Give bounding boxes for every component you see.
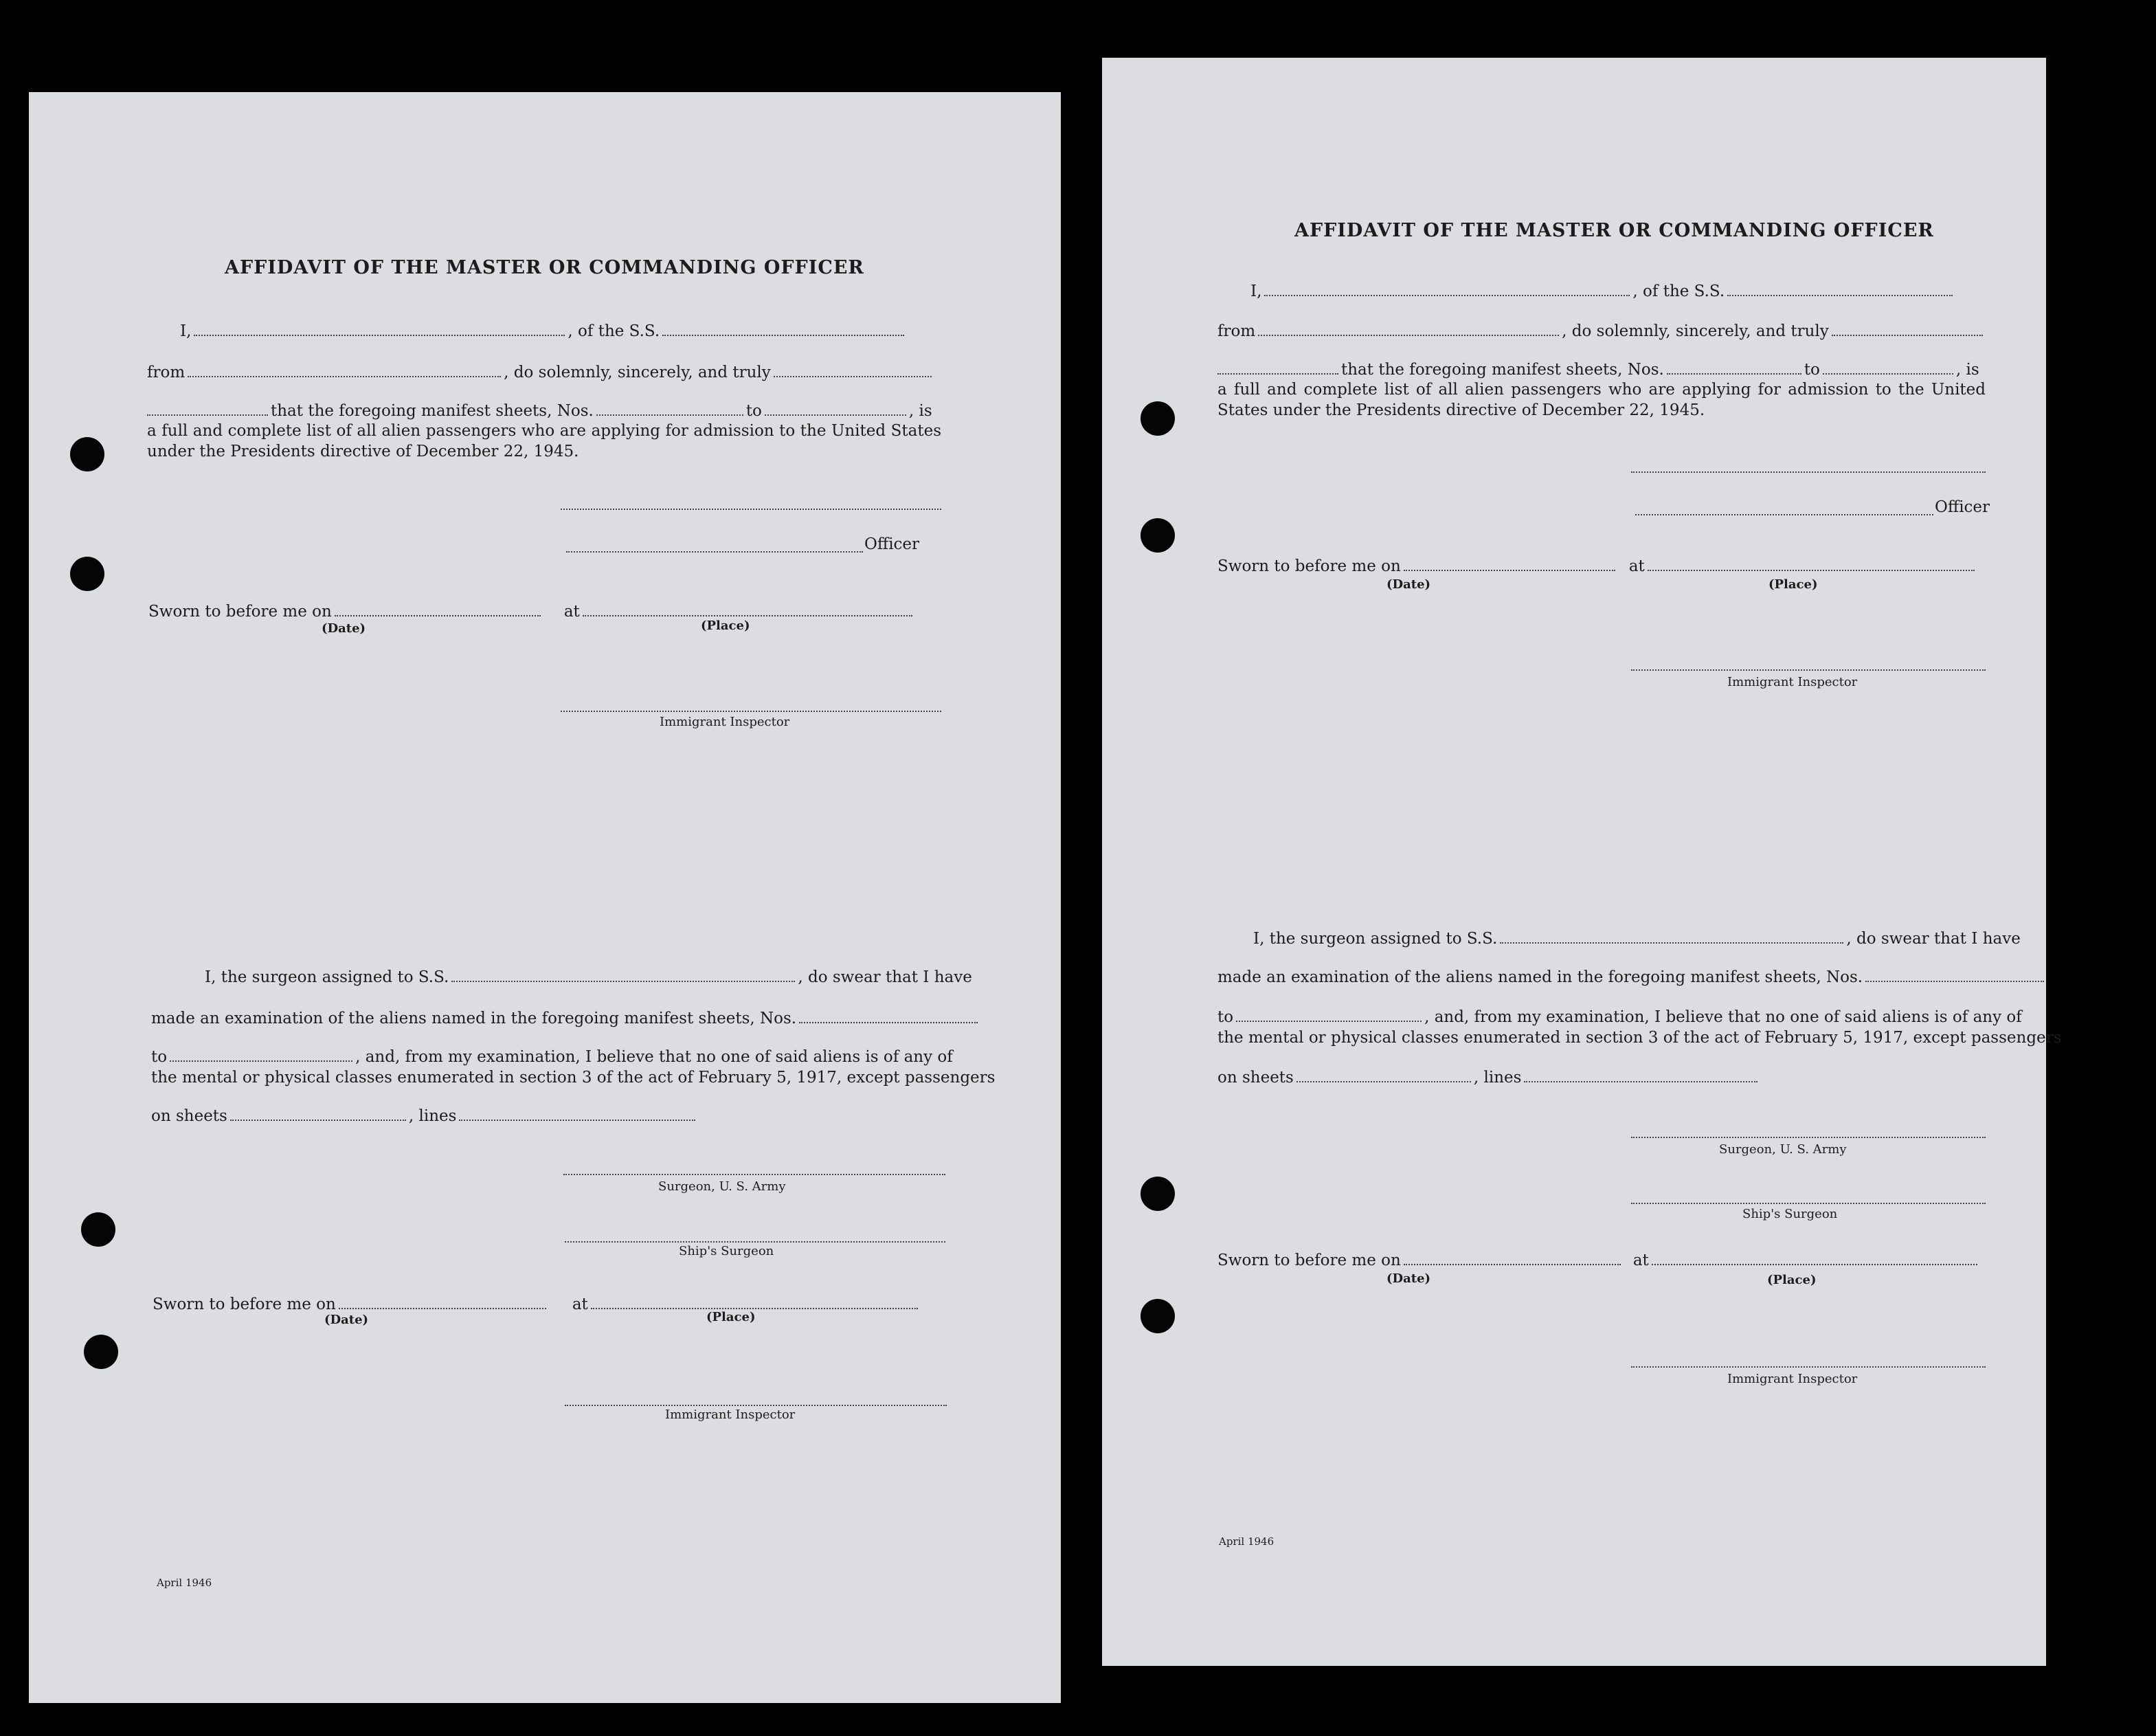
sworn2-place-field[interactable] (1652, 1253, 1977, 1265)
swear-text: , do solemnly, sincerely, and truly (504, 364, 771, 381)
sworn2-place-field[interactable] (591, 1297, 918, 1309)
officer-label: Officer (1935, 498, 1990, 516)
swear-text: , do solemnly, sincerely, and truly (1562, 322, 1829, 340)
surgeon-line (1253, 929, 2021, 948)
army-surgeon-signature-line[interactable] (563, 1174, 945, 1175)
form-sheet-left (29, 92, 1061, 1703)
sheets-label: on sheets (151, 1107, 227, 1125)
port-line (1217, 322, 1986, 341)
excepted-sheets-field[interactable] (230, 1109, 406, 1121)
oath-field[interactable] (774, 365, 932, 377)
oath-continued-field[interactable] (1217, 362, 1338, 375)
ships-surgeon-caption: Ship's Surgeon (1742, 1207, 1838, 1221)
sheets-label: on sheets (1217, 1069, 1294, 1087)
sworn2-date-field[interactable] (1404, 1253, 1621, 1265)
inspector2-signature-line[interactable] (565, 1405, 947, 1406)
master-name-line (180, 322, 941, 341)
manifest-text: that the foregoing manifest sheets, Nos. (271, 402, 594, 420)
list-text: a full and complete list of all alien passengers who are applying for admission to the United States under the Presidents directive of December 22, 1945. (147, 422, 941, 460)
at2-label: at (572, 1295, 588, 1313)
form-sheet-right (1102, 58, 2062, 1666)
from-label: from (1217, 322, 1256, 340)
is-label: , is (1955, 361, 1979, 379)
at-label: at (563, 603, 580, 621)
port-field[interactable] (188, 365, 501, 377)
army-surgeon-signature-line[interactable] (1631, 1137, 1986, 1138)
sworn-label: Sworn to before me on (148, 603, 332, 621)
sworn2-date-field[interactable] (339, 1297, 546, 1309)
at-label: at (1628, 557, 1645, 575)
sworn-label: Sworn to before me on (1217, 557, 1401, 575)
form-date-footer: April 1946 (157, 1577, 212, 1589)
surgeon-ship-field[interactable] (451, 970, 795, 982)
sworn-date-field[interactable] (335, 604, 541, 616)
place2-caption: (Place) (1767, 1273, 1817, 1287)
to2-label: to (1217, 1008, 1234, 1026)
port-line (147, 363, 941, 382)
i-label: I, (1250, 282, 1262, 300)
classes-text: the mental or physical classes enumerated in section 3 of the act of February 5, 1917, except passengers (151, 1069, 996, 1087)
master-name-field[interactable] (194, 324, 565, 336)
sworn2-label: Sworn to before me on (153, 1295, 336, 1313)
belief-text: , and, from my examination, I believe that no one of said aliens is of any of (1424, 1008, 2022, 1026)
punch-hole (70, 437, 104, 471)
to2-label: to (151, 1048, 168, 1066)
ships-surgeon-signature-line[interactable] (565, 1241, 945, 1243)
exam-sheets-field[interactable] (799, 1011, 978, 1023)
place2-caption: (Place) (706, 1310, 756, 1324)
exam-to-field[interactable] (170, 1049, 352, 1062)
date-caption: (Date) (322, 621, 366, 636)
ships-surgeon-signature-line[interactable] (1631, 1203, 1986, 1204)
of-ss-label: , of the S.S. (568, 322, 660, 340)
punch-hole (1141, 518, 1175, 553)
inspector2-caption: Immigrant Inspector (1727, 1372, 1858, 1386)
inspector-signature-line[interactable] (1631, 669, 1986, 671)
oath-continued-field[interactable] (147, 403, 268, 416)
to-label: to (745, 402, 762, 420)
sheets-lines-line (1217, 1068, 1760, 1087)
sworn-line (148, 602, 941, 621)
army-surgeon-caption: Surgeon, U. S. Army (1719, 1142, 1847, 1157)
excepted-lines-field[interactable] (1524, 1070, 1758, 1082)
sheets-lines-line (151, 1106, 698, 1126)
inspector-caption: Immigrant Inspector (1727, 675, 1858, 689)
belief-line (1217, 1008, 2022, 1027)
sheet-to-field[interactable] (765, 403, 906, 416)
punch-hole (1141, 401, 1175, 436)
signature-line[interactable] (561, 509, 941, 510)
sworn-place-field[interactable] (1648, 559, 1975, 571)
classes-text: the mental or physical classes enumerated in section 3 of the act of February 5, 1917, except passengers (1217, 1029, 2062, 1047)
master-name-field[interactable] (1264, 284, 1630, 296)
excepted-lines-field[interactable] (459, 1109, 695, 1121)
lines-label: , lines (1473, 1069, 1522, 1087)
oath-field[interactable] (1832, 324, 1983, 336)
is-label: , is (908, 402, 932, 420)
form-date-footer: April 1946 (1219, 1535, 1274, 1548)
manifest-text: that the foregoing manifest sheets, Nos. (1341, 361, 1664, 379)
place-caption: (Place) (1768, 577, 1818, 592)
punch-hole (81, 1212, 115, 1247)
exam-text: made an examination of the aliens named in the foregoing manifest sheets, Nos. (1217, 968, 1863, 986)
ships-surgeon-caption: Ship's Surgeon (679, 1244, 774, 1258)
list-text: a full and complete list of all alien passengers who are applying for admission to the United States under the Presidents directive of December 22, 1945. (1217, 381, 1986, 419)
of-ss-label: , of the S.S. (1632, 282, 1725, 300)
sheet-from-field[interactable] (1667, 362, 1801, 375)
to-label: to (1804, 361, 1820, 379)
from-label: from (147, 364, 186, 381)
punch-hole (1141, 1177, 1175, 1211)
i-label: I, (180, 322, 192, 340)
punch-hole (1141, 1299, 1175, 1333)
manifest-line (1217, 360, 1986, 379)
sworn2-line (153, 1295, 947, 1314)
sworn-place-field[interactable] (583, 604, 912, 616)
ship-name-field[interactable] (662, 324, 904, 336)
surgeon-swear: , do swear that I have (798, 968, 972, 986)
at2-label: at (1632, 1251, 1649, 1269)
belief-line (151, 1047, 953, 1067)
sworn-line (1217, 557, 1986, 576)
excepted-sheets-field[interactable] (1296, 1070, 1471, 1082)
surgeon-line (205, 968, 972, 987)
surgeon-swear: , do swear that I have (1846, 930, 2021, 948)
ship-name-field[interactable] (1727, 284, 1953, 296)
punch-hole (84, 1335, 118, 1369)
inspector-signature-line[interactable] (561, 711, 941, 712)
place-caption: (Place) (701, 619, 750, 633)
inspector2-caption: Immigrant Inspector (665, 1407, 796, 1422)
army-surgeon-caption: Surgeon, U. S. Army (658, 1179, 786, 1194)
belief-text: , and, from my examination, I believe that no one of said aliens is of any of (355, 1048, 953, 1066)
exam-to-field[interactable] (1236, 1010, 1422, 1022)
manifest-line (147, 401, 941, 421)
sheet-to-field[interactable] (1823, 362, 1953, 375)
sworn-date-field[interactable] (1404, 559, 1615, 571)
lines-label: , lines (408, 1107, 457, 1125)
port-field[interactable] (1258, 324, 1559, 336)
punch-hole (70, 557, 104, 591)
form-title: AFFIDAVIT OF THE MASTER OR COMMANDING OFFICER (1294, 220, 1934, 241)
surgeon-ship-field[interactable] (1500, 931, 1843, 944)
officer-signature-line[interactable] (566, 551, 863, 553)
sworn2-label: Sworn to before me on (1217, 1251, 1401, 1269)
signature-line[interactable] (1631, 471, 1986, 473)
inspector-caption: Immigrant Inspector (660, 715, 790, 729)
date2-caption: (Date) (1386, 1271, 1431, 1286)
master-name-line (1250, 282, 1986, 301)
exam-sheets-field[interactable] (1865, 970, 2044, 982)
date2-caption: (Date) (324, 1313, 369, 1327)
surgeon-intro: I, the surgeon assigned to S.S. (1253, 930, 1498, 948)
officer-label: Officer (864, 535, 920, 553)
form-title: AFFIDAVIT OF THE MASTER OR COMMANDING OFFICER (225, 257, 864, 278)
exam-text: made an examination of the aliens named in the foregoing manifest sheets, Nos. (151, 1010, 797, 1027)
date-caption: (Date) (1386, 577, 1431, 592)
surgeon-intro: I, the surgeon assigned to S.S. (205, 968, 449, 986)
exam-line (1217, 968, 1987, 987)
inspector2-signature-line[interactable] (1631, 1366, 1986, 1368)
exam-line (151, 1009, 947, 1028)
sheet-from-field[interactable] (596, 403, 743, 416)
officer-signature-line[interactable] (1635, 514, 1933, 515)
sworn2-line (1217, 1251, 1987, 1270)
